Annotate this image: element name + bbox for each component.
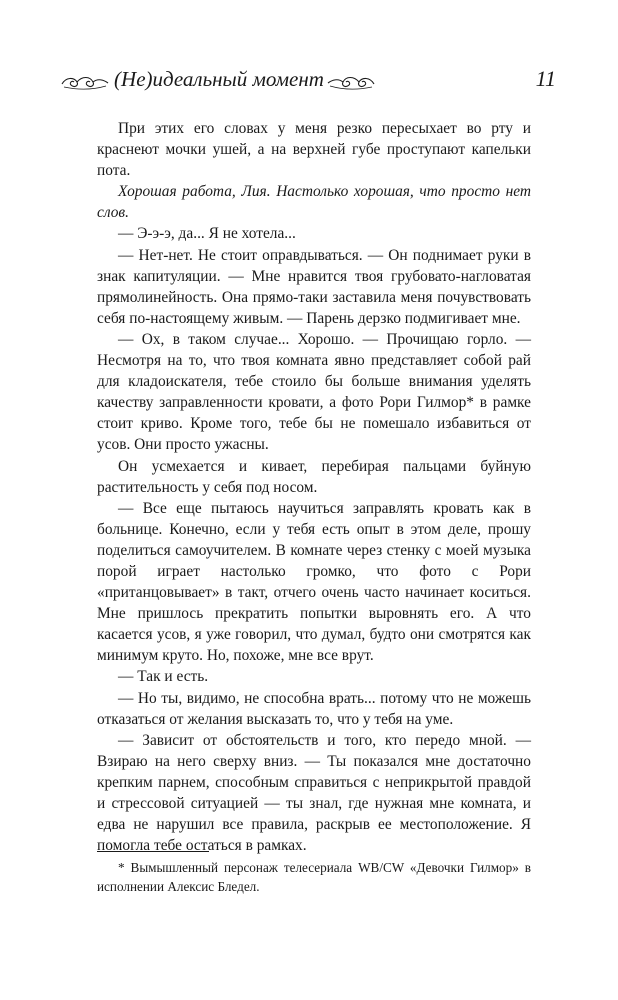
flourish-ornament-right [326,74,376,90]
paragraph: — Зависит от обстоятельств и того, кто передо мной. — Взираю на него сверху вниз. — Ты показался мне достаточно крепким парнем, способным справиться с неприкрытой правдой и стрессовой ситуацией — ты знал, где нужная мне комната, и едва не нарушил все правила, раскрыв ее местоположение. Я помогла тебе остаться в рамках. [97,731,531,855]
footnote-divider [97,851,209,852]
paragraph: — Э-э-э, да... Я не хотела... [118,225,296,243]
paragraph: — Так и есть. [118,668,209,686]
footnote [97,858,531,896]
paragraph: — Нет-нет. Не стоит оправдываться. — Он поднимает руки в знак капитуляции. — Мне нравится твоя грубовато-нагловатая прямолинейность. Она прямо-таки заставила меня почувствовать себя по-настоящему живым. — Парень дерзко подмигивает мне. [97,246,531,327]
paragraph-italic-thought: Хорошая работа, Лия. Настолько хорошая, что просто нет слов. [97,183,531,222]
running-header [60,66,556,96]
paragraph: При этих его словах у меня резко пересыхает во рту и краснеют мочки ушей, а на верхней губе проступают капельки пота. [97,120,531,180]
running-title: (Не)идеальный момент [114,67,324,91]
footnote-text: * Вымышленный персонаж телесериала WB/CW «Девочки Гилмор» в исполнении Алексис Бледел. [97,860,531,894]
paragraph: — Все еще пытаюсь научиться заправлять кровать как в больнице. Конечно, если у тебя есть опыт в этом деле, прошу поделиться самоучителем. В комнате через стенку с моей музыка порой играет настолько громко, что фото с Рори «пританцовывает» в такт, отчего очень часто начинает коситься. Мне пришлось прекратить попытки выровнять его. А что касается усов, я уже говорил, что думал, будто они смотрятся как минимум круто. Но, похоже, мне все врут. [97,499,531,665]
paragraph: — Но ты, видимо, не способна врать... потому что не можешь отказаться от желания высказать то, что у тебя на уме. [97,689,531,728]
paragraph: Он усмехается и кивает, перебирая пальцами буйную растительность у себя под носом. [97,457,531,496]
page-number: 11 [535,66,556,91]
paragraph: — Ох, в таком случае... Хорошо. — Прочищаю горло. — Несмотря на то, что твоя комната явно представляет собой рай для кладоискателя, тебе стоило бы больше внимания уделять качеству заправленности кровати, а фото Рори Гилмор* в рамке стоит криво. Кроме того, тебе бы не помешало избавиться от усов. Они просто ужасны. [97,330,531,454]
body-text [97,118,531,856]
